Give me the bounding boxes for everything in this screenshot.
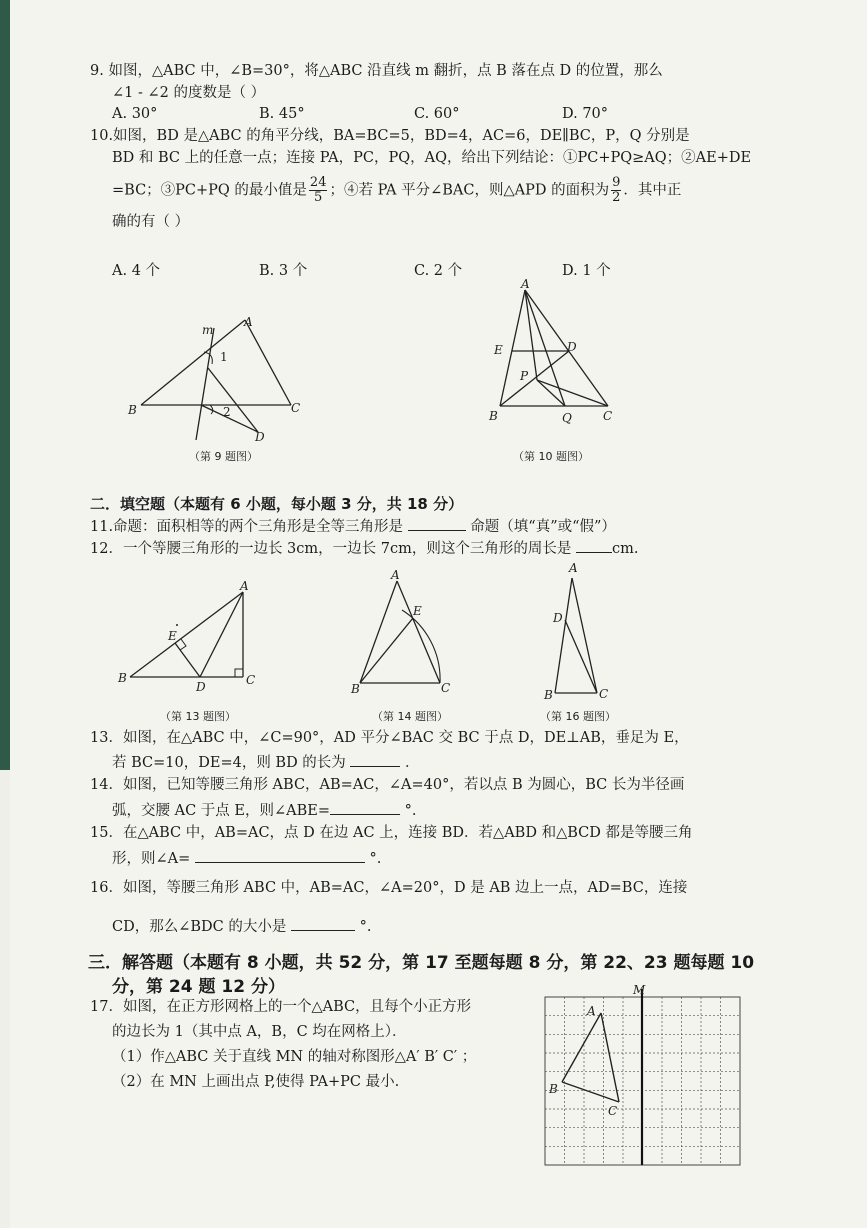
segment-ba	[141, 320, 245, 405]
figure-10	[485, 278, 615, 428]
label-e: E	[494, 343, 503, 357]
figure-9-caption: （第 9 题图）	[189, 450, 258, 463]
label-a: A	[587, 1004, 596, 1018]
label-p: P	[520, 369, 529, 383]
figure-14	[345, 565, 465, 705]
label-c: C	[246, 673, 256, 687]
label-m: m	[202, 323, 214, 337]
segment-ab	[555, 578, 572, 693]
q14-line2	[112, 800, 416, 820]
label-q: Q	[562, 411, 572, 425]
q10-option-d: D. 1 个	[562, 263, 611, 279]
label-b: B	[544, 688, 553, 702]
q12-line	[90, 538, 638, 558]
q14-answer-blank[interactable]	[330, 800, 400, 815]
q13-line2-end: ．	[405, 755, 420, 771]
q14-line2-end: °.	[404, 803, 417, 819]
q17-line4: （2）在 MN 上画出点 P,使得 PA+PC 最小.	[112, 1074, 400, 1090]
label-a: A	[240, 579, 249, 593]
q10-line3-part-c: ．其中正	[623, 182, 682, 199]
q9-line2: ∠1 - ∠2 的度数是（ ）	[112, 85, 266, 101]
label-a: A	[521, 277, 530, 291]
label-d: D	[196, 680, 206, 694]
label-c: C	[603, 409, 613, 423]
segment-fold-d1	[208, 368, 258, 432]
fraction-numerator: 24	[309, 175, 327, 190]
label-a: A	[391, 568, 400, 582]
label-b: B	[351, 682, 360, 696]
label-c: C	[608, 1104, 618, 1118]
figure-9	[120, 310, 320, 450]
q11-line	[90, 516, 616, 536]
dot-mark	[176, 624, 178, 626]
q17-line1: 17．如图，在正方形网格上的一个△ABC，且每个小正方形	[90, 999, 472, 1015]
q13-line2	[112, 752, 420, 772]
q9-line1: 9. 如图，△ABC 中，∠B=30°，将△ABC 沿直线 m 翻折，点 B 落在点 D 的位置，那么	[90, 63, 663, 79]
label-e: E	[168, 629, 177, 643]
q10-line3-part-b: ；④若 PA 平分∠BAC，则△APD 的面积为	[329, 182, 610, 199]
right-angle-e	[180, 639, 186, 650]
label-d: D	[553, 611, 563, 625]
q12-answer-blank[interactable]	[576, 538, 612, 553]
q16-line1: 16．如图，等腰三角形 ABC 中，AB=AC，∠A=20°，D 是 AB 边上一点，AD=BC，连接	[90, 880, 688, 896]
segment-ab	[360, 581, 397, 683]
label-e: E	[413, 604, 422, 618]
q14-line1: 14．如图，已知等腰三角形 ABC，AB=AC，∠A=40°，若以点 B 为圆心，BC 长为半径画	[90, 777, 685, 793]
figure-10-caption: （第 10 题图）	[513, 450, 589, 463]
segment-ac	[572, 578, 597, 693]
line-m	[196, 328, 214, 440]
label-c: C	[599, 687, 609, 701]
fraction-denominator: 2	[612, 190, 621, 205]
q9-option-a: A. 30°	[112, 106, 158, 122]
q10-line2: BD 和 BC 上的任意一点；连接 PA，PC，PQ，AQ，给出下列结论：①PC+PQ≥AQ；②AE+DE	[112, 150, 752, 166]
q11-answer-blank[interactable]	[408, 516, 466, 531]
q12-text-a: 12．一个等腰三角形的一边长 3cm，一边长 7cm，则这个三角形的周长是	[90, 541, 572, 557]
section-3-title-line2: 分，第 24 题 12 分）	[112, 977, 285, 997]
arc-b-center	[402, 610, 440, 683]
q16-line2	[112, 916, 371, 936]
scan-edge	[0, 0, 10, 770]
label-c: C	[441, 681, 451, 695]
right-angle-c	[235, 669, 243, 677]
figure-13-caption: （第 13 题图）	[160, 710, 236, 723]
segment-bc	[562, 1082, 619, 1102]
label-b: B	[128, 403, 137, 417]
segment-ac	[245, 320, 291, 405]
fraction-denominator: 5	[314, 190, 323, 205]
label-b: B	[549, 1082, 558, 1096]
q12-text-b: cm.	[611, 541, 639, 557]
q15-line2-end: °.	[369, 851, 382, 867]
q9-option-d: D. 70°	[562, 106, 609, 122]
segment-ba	[130, 592, 243, 677]
q10-line1: 10.如图，BD 是△ABC 的角平分线，BA=BC=5，BD=4，AC=6，DE∥BC，P，Q 分别是	[90, 128, 690, 144]
segment-be	[360, 618, 413, 683]
segment-pc	[537, 380, 608, 406]
label-a: A	[569, 561, 578, 575]
label-b: B	[118, 671, 127, 685]
q15-answer-blank[interactable]	[195, 848, 365, 863]
q10-option-c: C. 2 个	[414, 263, 463, 279]
label-d: D	[255, 430, 265, 444]
segment-de	[175, 643, 200, 677]
q17-line3: （1）作△ABC 关于直线 MN 的轴对称图形△A′ B′ C′ ；	[112, 1049, 477, 1065]
fraction-9-2	[611, 176, 621, 205]
q13-line1: 13．如图，在△ABC 中，∠C=90°，AD 平分∠BAC 交 BC 于点 D，DE⊥AB，垂足为 E，	[90, 730, 689, 746]
q9-option-b: B. 45°	[259, 106, 305, 122]
section-3-title-line1: 三．解答题（本题有 8 小题，共 52 分，第 17 至题每题 8 分，第 22、23 题每题 10	[88, 953, 755, 973]
q11-text-b: 命题（填“真”或“假”）	[470, 519, 616, 535]
segment-ac	[397, 581, 440, 683]
q16-answer-blank[interactable]	[291, 916, 355, 931]
q17-line2: 的边长为 1（其中点 A，B，C 均在网格上）．	[112, 1024, 407, 1040]
label-d: D	[567, 340, 577, 354]
figure-13	[115, 580, 265, 705]
label-b: B	[489, 409, 498, 423]
segment-ad	[200, 592, 243, 677]
label-m: M	[633, 983, 646, 997]
q15-line2-text: 形，则∠A=	[112, 851, 191, 867]
q9-option-c: C. 60°	[414, 106, 460, 122]
figure-14-caption: （第 14 题图）	[372, 710, 448, 723]
segment-cd	[565, 620, 597, 693]
q15-line2	[112, 848, 381, 868]
label-c: C	[291, 401, 301, 415]
fraction-numerator: 9	[612, 175, 621, 190]
q10-line3-part-a: =BC；③PC+PQ 的最小值是	[112, 182, 307, 199]
q10-line4: 确的有（ ）	[112, 214, 190, 230]
label-1: 1	[220, 350, 228, 364]
q13-line2-text: 若 BC=10，DE=4，则 BD 的长为	[112, 755, 346, 771]
label-a: A	[244, 315, 253, 329]
q14-line2-text: 弧，交腰 AC 于点 E，则∠ABE=	[112, 803, 330, 819]
q13-answer-blank[interactable]	[350, 752, 400, 767]
fraction-24-5	[309, 176, 328, 205]
figure-16-caption: （第 16 题图）	[540, 710, 616, 723]
label-2: 2	[223, 405, 231, 419]
q10-option-b: B. 3 个	[259, 263, 308, 279]
q16-line2-end: °.	[359, 919, 372, 935]
q10-line3	[112, 176, 681, 205]
q10-option-a: A. 4 个	[112, 263, 161, 279]
q11-text-a: 11.命题：面积相等的两个三角形是全等三角形是	[90, 519, 404, 535]
section-2-title: 二．填空题（本题有 6 小题，每小题 3 分，共 18 分）	[90, 495, 464, 513]
q16-line2-text: CD，那么∠BDC 的大小是	[112, 919, 287, 935]
q15-line1: 15．在△ABC 中，AB=AC，点 D 在边 AC 上，连接 BD．若△ABD 和△BCD 都是等腰三角	[90, 825, 693, 841]
figure-16	[540, 560, 620, 705]
grid-figure-17	[540, 985, 745, 1170]
